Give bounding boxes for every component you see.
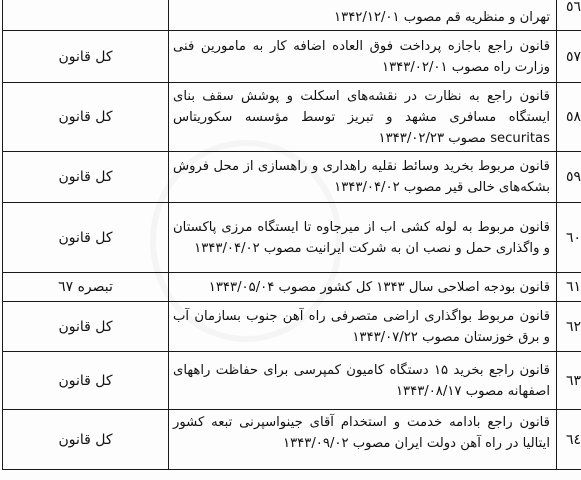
table-row bbox=[3, 273, 581, 302]
row-number: ٦٣ bbox=[557, 352, 581, 410]
law-description: قانون راجع بادامه خدمت و استخدام آقای جینواسپرنی تبعه کشور ایتالیا در راه آهن دولت ایران مصوب ۱۳۴۳/۰۹/۰۲ bbox=[169, 410, 557, 470]
law-description: تهران و منظریه قم مصوب ۱۳۴۲/۱۲/۰۱ bbox=[169, 0, 557, 31]
table-row bbox=[3, 352, 581, 410]
law-description: قانون راجع به نظارت در نقشه‌های اسکلت و پوشش سقف بنای ایستگاه مسافری مشهد و تبریز توسط مؤسسه سکوریتاس securitas مصوب ۱۳۴۳/۰۲/۲۳ bbox=[169, 83, 557, 152]
table-row bbox=[3, 0, 581, 31]
table-row bbox=[3, 31, 581, 83]
laws-table bbox=[2, 0, 581, 470]
row-number: ٦٢ bbox=[557, 302, 581, 352]
table-row bbox=[3, 152, 581, 203]
law-description: قانون راجع باجازه پرداخت فوق العاده اضافه کار به مامورین فنی وزارت راه مصوب ۱۳۴۳/۰۲/۰۱ bbox=[169, 31, 557, 83]
table-row bbox=[3, 410, 581, 470]
row-number: ٦٤ bbox=[557, 410, 581, 470]
law-description: قانون راجع بخرید ۱۵ دستگاه کامیون کمپرسی برای حفاظت راههای اصفهانه مصوب ۱۳۴۳/۰۸/۱۷ bbox=[169, 352, 557, 410]
row-number: ٥٩ bbox=[557, 152, 581, 203]
law-scope: کل قانون bbox=[3, 152, 169, 203]
row-number: ٦٠ bbox=[557, 203, 581, 273]
law-scope: کل قانون bbox=[3, 352, 169, 410]
row-number: ٦١ bbox=[557, 273, 581, 302]
law-scope: کل قانون bbox=[3, 410, 169, 470]
table-row bbox=[3, 203, 581, 273]
law-scope: تبصره ٦٧ bbox=[3, 273, 169, 302]
law-description: قانون مربوط به لوله کشی اب از میرجاوه تا ایستگاه مرزی پاکستان و واگذاری حمل و نصب ان به شرکت ایرانیت مصوب ۱۳۴۳/۰۴/۰۲ bbox=[169, 203, 557, 273]
law-description: قانون بودجه اصلاحی سال ۱۳۴۳ کل کشور مصوب ۱۳۴۳/۰۵/۰۴ bbox=[169, 273, 557, 302]
law-scope: کل قانون bbox=[3, 203, 169, 273]
law-scope: کل قانون bbox=[3, 31, 169, 83]
table-row bbox=[3, 83, 581, 152]
law-scope: کل قانون bbox=[3, 83, 169, 152]
law-scope bbox=[3, 0, 169, 31]
row-number: ٥٨ bbox=[557, 83, 581, 152]
law-description: قانون مربوط بواگذاری اراضی متصرفی راه آهن جنوب بسازمان آب و برق خوزستان مصوب ۱۳۴۳/۰۷/۲۲ bbox=[169, 302, 557, 352]
law-description: قانون مربوط بخرید وسائط نقلیه راهداری و راهسازی از محل فروش بشکه‌های خالی قیر مصوب ۱۳۴۳/۰۴/۰۲ bbox=[169, 152, 557, 203]
row-number: ٥٦ bbox=[557, 0, 581, 31]
law-scope: کل قانون bbox=[3, 302, 169, 352]
row-number: ٥٧ bbox=[557, 31, 581, 83]
table-row bbox=[3, 302, 581, 352]
